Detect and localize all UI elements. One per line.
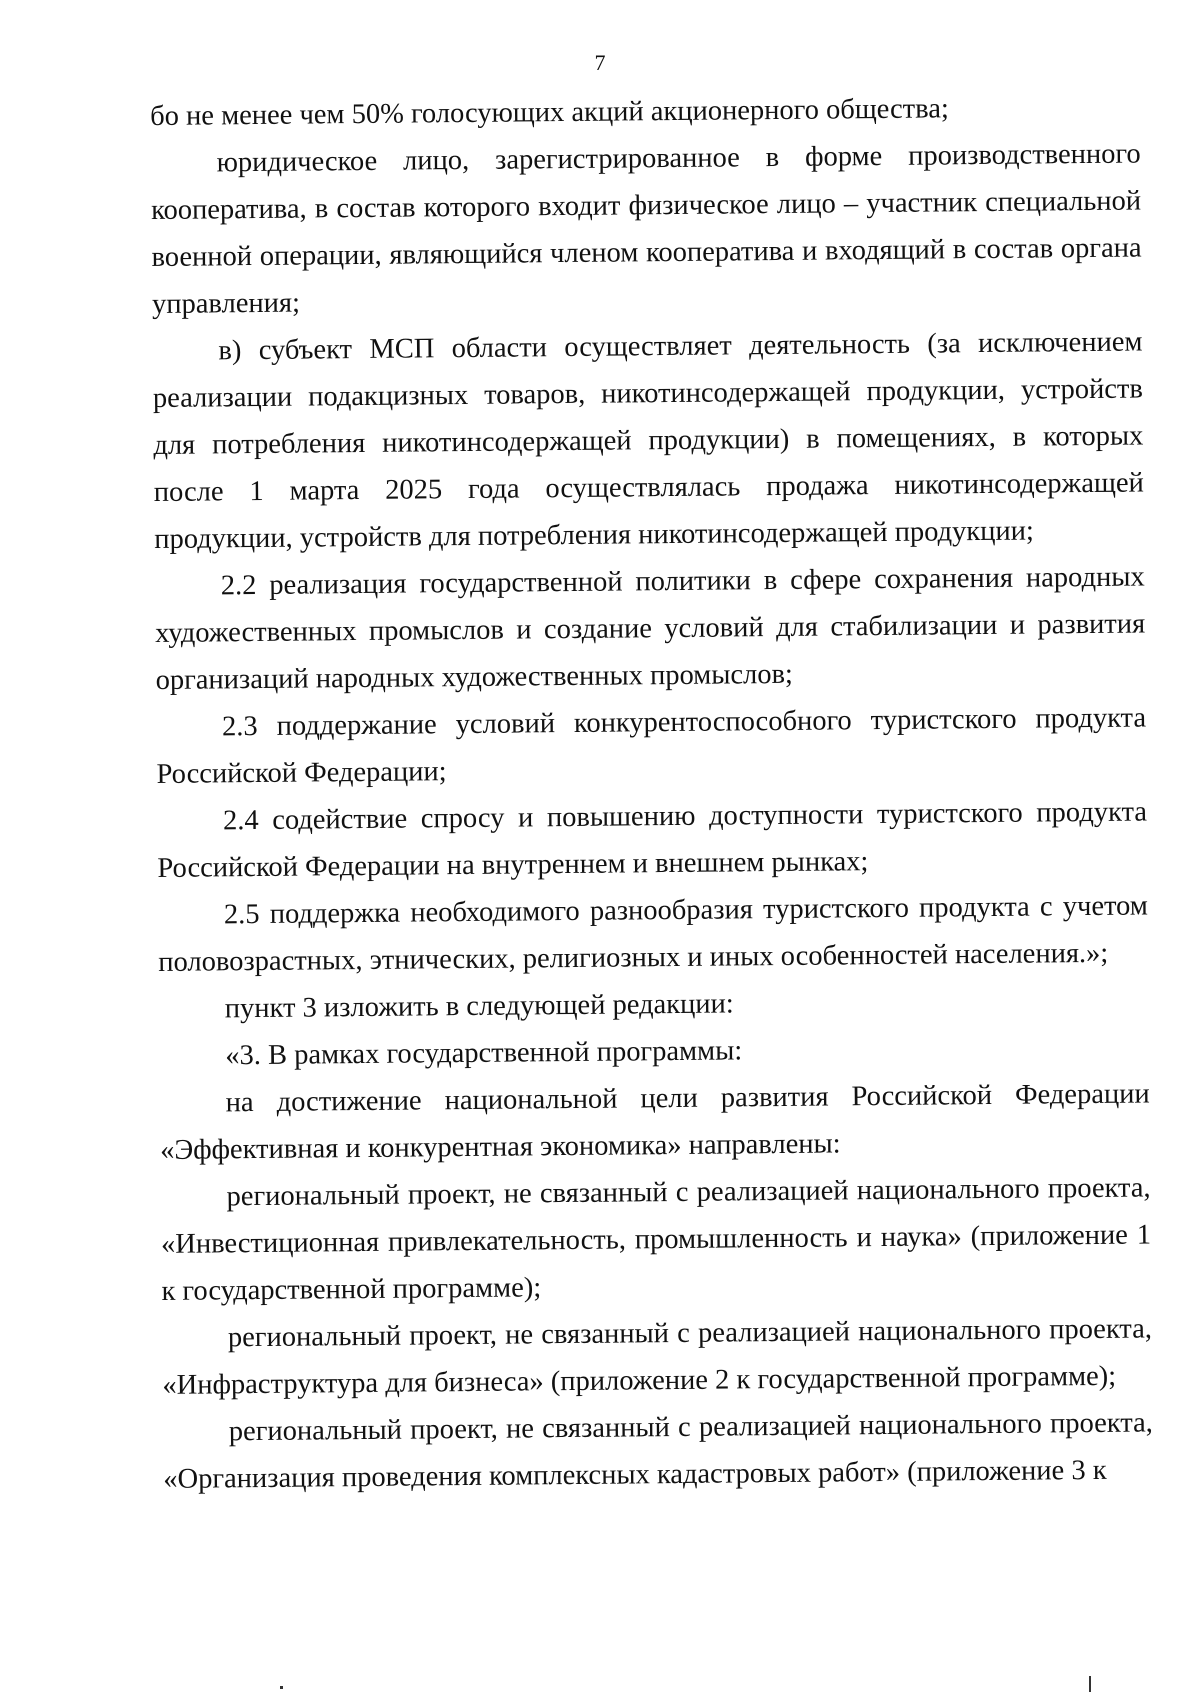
document-body xyxy=(150,83,1153,1502)
paragraph: региональный проект, не связанный с реализацией национального проекта, «Инфраструктура для бизнеса» (приложение 2 к государственной программе); xyxy=(162,1313,1153,1401)
paragraph: 2.5 поддержка необходимого разнообразия туристского продукта с учетом половозрастных, этнических, религиозных и иных особенностей населения.»; xyxy=(158,890,1148,978)
paragraph: пункт 3 изложить в следующей редакции: xyxy=(224,988,734,1025)
scan-artifact xyxy=(280,1686,283,1689)
paragraph: на достижение национальной цели развития Российской Федерации «Эффективная и конкурентная экономика» направлены: xyxy=(160,1078,1150,1166)
paragraph: бо не менее чем 50% голосующих акций акционерного общества; xyxy=(150,93,949,132)
paragraph: 2.2 реализация государственной политики в сфере сохранения народных художественных промыслов и создание условий для стабилизации и развития организаций народных художественных промыслов; xyxy=(155,561,1146,696)
paragraph: «3. В рамках государственной программы: xyxy=(225,1035,743,1072)
scan-artifact xyxy=(1089,1676,1091,1692)
paragraph: 2.3 поддержание условий конкурентоспособного туристского продукта Российской Федерации; xyxy=(156,702,1147,790)
paragraph: в) субъект МСП области осуществляет деятельность (за исключением реализации подакцизных товаров, никотинсодержащей продукции, устройств для потребления никотинсодержащей продукции) в помещениях, в которых после 1 марта 2025 года осуществлялась продажа никотинсодержащей продукции, устройств для потребления никотинсодержащей продукции; xyxy=(152,326,1144,555)
page-number: 7 xyxy=(594,50,606,75)
paragraph: региональный проект, не связанный с реализацией национального проекта, «Организация проведения комплексных кадастровых работ» (приложение 3 к xyxy=(163,1407,1153,1495)
paragraph: региональный проект, не связанный с реализацией национального проекта, «Инвестиционная привлекательность, промышленность и наука» (приложение 1 к государственной программе); xyxy=(160,1172,1152,1307)
paragraph: 2.4 содействие спросу и повышению доступности туристского продукта Российской Федерации на внутреннем и внешнем рынках; xyxy=(157,796,1148,884)
paragraph: юридическое лицо, зарегистрированное в форме производственного кооператива, в состав которого входит физическое лицо – участник специальной военной операции, являющийся членом кооператива и входящий в состав органа управления; xyxy=(150,138,1142,320)
